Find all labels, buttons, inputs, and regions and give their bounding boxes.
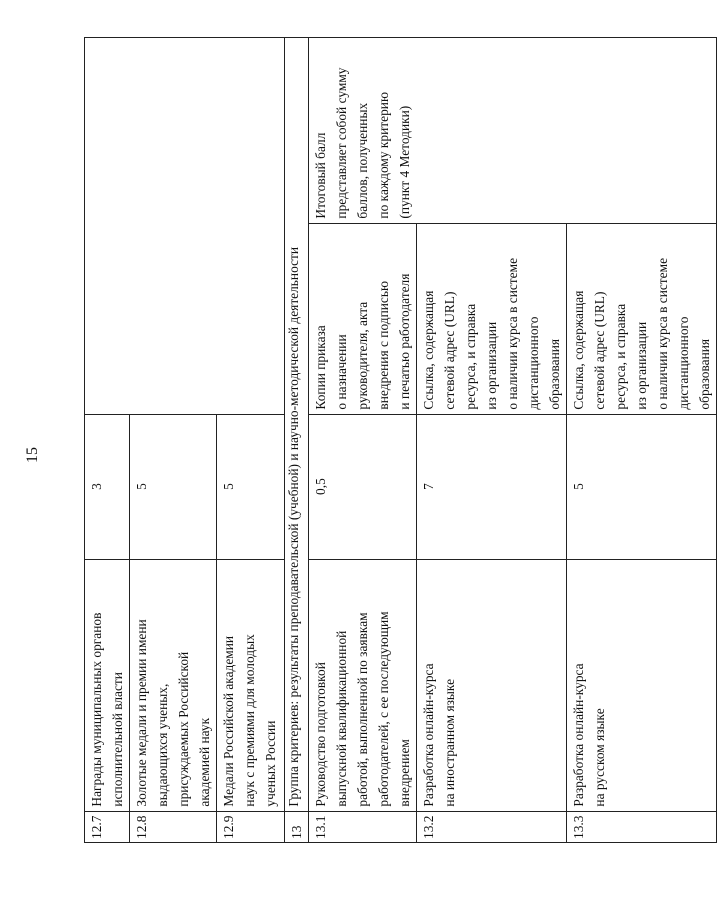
row-number: 13.2 [417, 811, 567, 842]
criterion-points: 5 [567, 414, 717, 559]
confirming-documents: Копии приказа о назначении руководителя, акта внедрения с подписью и печатью работодателя [309, 223, 417, 414]
criterion-name: Разработка онлайн-курса на иностранном языке [417, 559, 567, 811]
criterion-name: Награды муниципальных органов исполнительной власти [85, 559, 130, 811]
criterion-points: 5 [130, 414, 217, 559]
row-number: 13.1 [309, 811, 417, 842]
criterion-name: Золотые медали и премии имени выдающихся ученых, присуждаемых Российской академией наук [130, 559, 217, 811]
criterion-points: 3 [85, 414, 130, 559]
criterion-points: 7 [417, 414, 567, 559]
group-header-row [285, 37, 309, 842]
criterion-name: Разработка онлайн-курса на русском языке [567, 559, 717, 811]
criterion-name: Руководство подготовкой выпускной квалификационной работой, выполненной по заявкам работодателей, с ее последующим внедрением [309, 559, 417, 811]
row-number: 12.9 [217, 811, 285, 842]
criterion-name: Медали Российской академии наук с премиями для молодых ученых России [217, 559, 285, 811]
confirming-documents: Ссылка, содержащая сетевой адрес (URL) ресурса, и справка из организации о наличии курса в системе дистанционного образования [417, 223, 567, 414]
group-title: Группа критериев: результаты преподавательской (учебной) и научно-методической деятельности [285, 37, 309, 811]
page-number: 15 [24, 447, 41, 463]
row-number: 13.3 [567, 811, 717, 842]
group-number: 13 [285, 811, 309, 842]
table-row [85, 37, 130, 842]
criteria-table [84, 37, 717, 843]
criterion-points: 5 [217, 414, 285, 559]
scoring-note: Итоговый балл представляет собой сумму баллов, полученных по каждому критерию (пункт 4 Методики) [309, 37, 717, 223]
row-number: 12.7 [85, 811, 130, 842]
confirming-documents: Ссылка, содержащая сетевой адрес (URL) ресурса, и справка из организации о наличии курса в системе дистанционного образования [567, 223, 717, 414]
row-number: 12.8 [130, 811, 217, 842]
merged-empty-cell [85, 37, 285, 414]
criterion-points: 0,5 [309, 414, 417, 559]
table-row [309, 37, 417, 842]
